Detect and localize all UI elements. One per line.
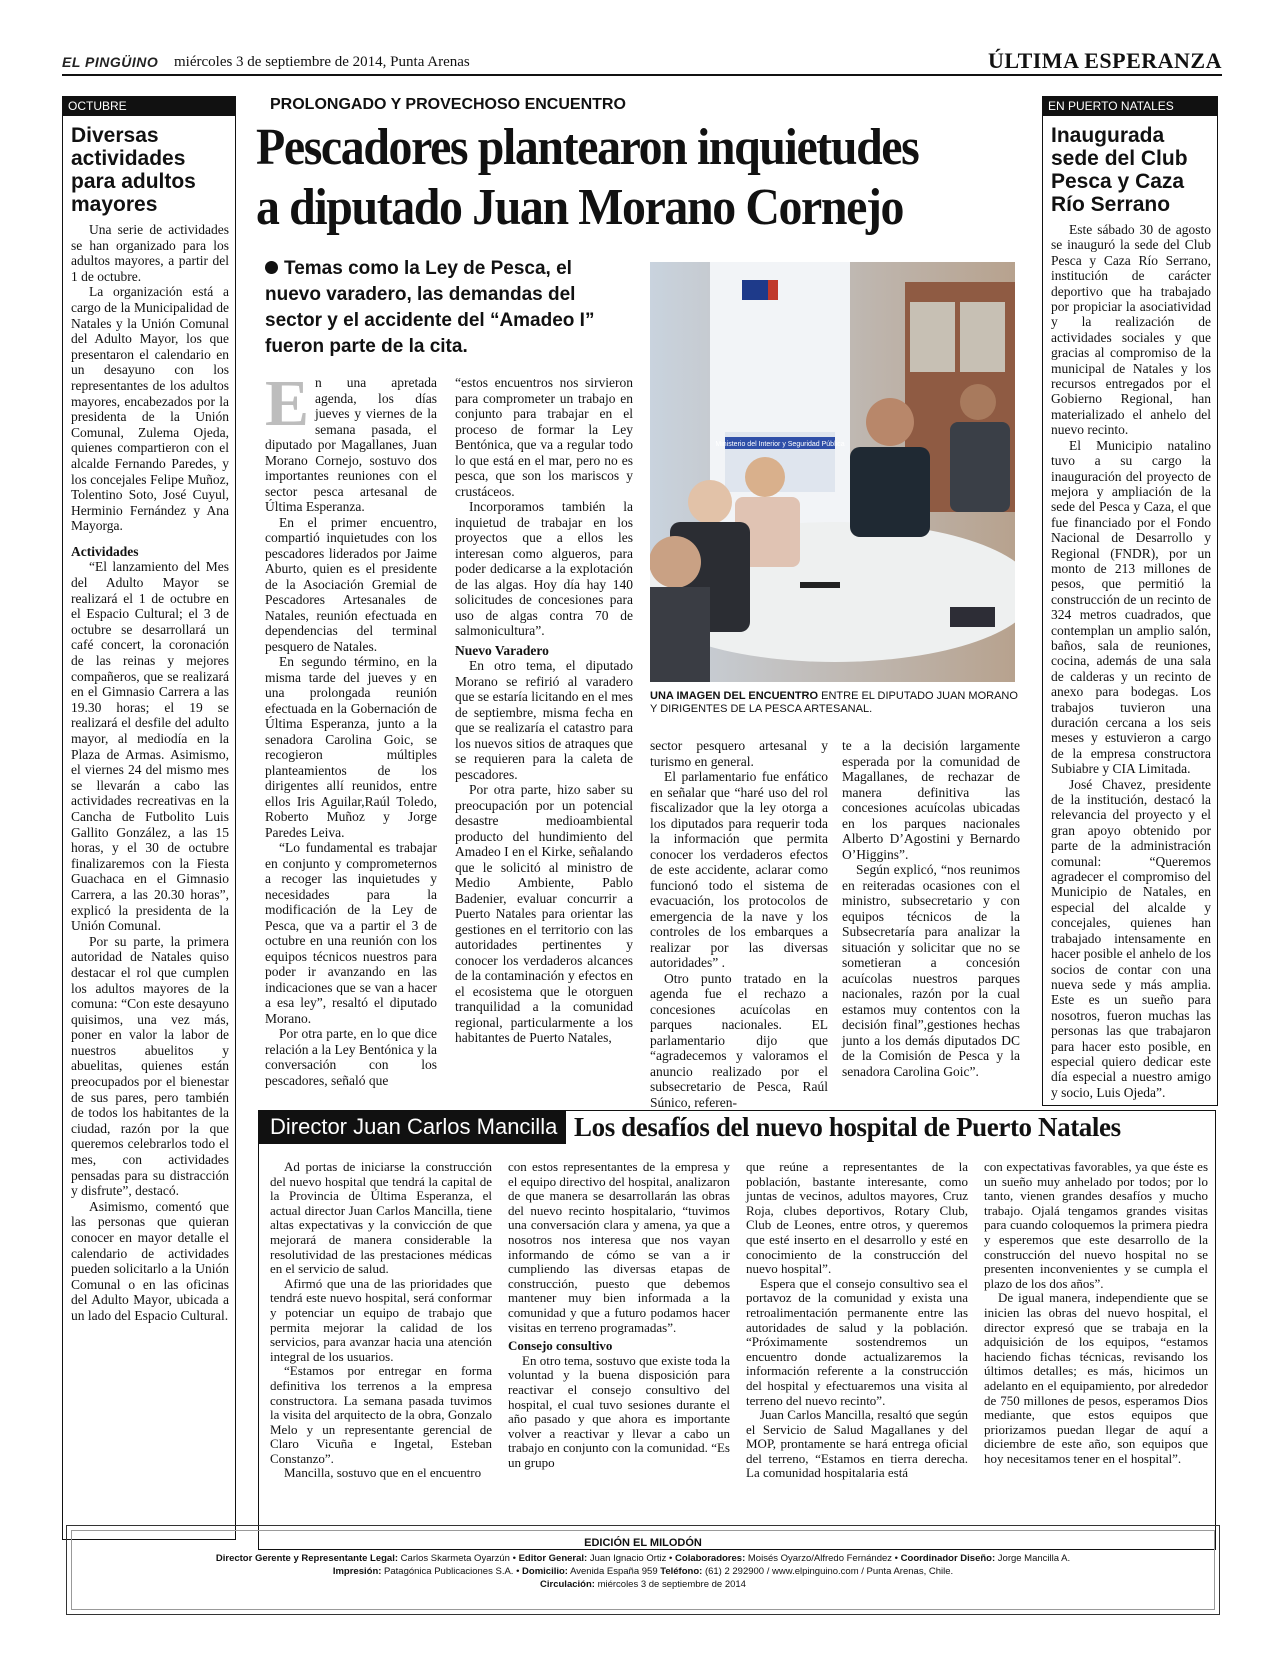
paragraph: Por otra parte, en lo que dice relación a la Ley Bentónica y la conversación con los pescadores, señaló que <box>265 1026 437 1088</box>
hospital-article-tag: Director Juan Carlos Mancilla <box>258 1110 566 1144</box>
main-article-lead <box>265 256 625 360</box>
paragraph: “estos encuentros nos sirvieron para comprometer un trabajo en conjunto para trabajar en el proceso de formar la Ley Bentónica, que va a regular todo lo que está en el mar, pero no es pesca, que son los mariscos y crustáceos. <box>455 375 633 499</box>
paragraph: Incorporamos también la inquietud de trabajar en los proyectos que a ellos les interesan como algueros, para poder dedicarse a la explotación de las algas. Hoy día hay 140 solicitudes de concesiones para uso de algas contra 70 de salmonicultura”. <box>455 499 633 638</box>
paragraph: “Estamos por entregar en forma definitiva los terrenos a la empresa constructora. La semana pasada tuvimos la visita del arquitecto de la obra, Gonzalo Melo y un representante gerencial de Claro Vicuña e Ingetal, Esteban Constanzo”. <box>270 1363 492 1466</box>
right-article-headline: Inaugurada sede del Club Pesca y Caza Río Serrano <box>1051 124 1188 216</box>
masthead-value: Avenida España 959 <box>570 1566 658 1577</box>
masthead-title: EDICIÓN EL MILODÓN <box>584 1537 702 1549</box>
masthead-label: Domicilio: <box>522 1566 568 1577</box>
paragraph: En otro tema, sostuvo que existe toda la voluntad y la buena disposición para reactivar el consejo consultivo del hospital, el cual tuvo sesiones durante el año pasado y que ahora es importante volver a reactivar y llevar a cabo un trabajo en conjunto con la comunidad. “Es un grupo <box>508 1352 730 1470</box>
left-article-tag: OCTUBRE <box>62 96 236 116</box>
hospital-column-3 <box>746 1160 968 1481</box>
paragraph: Ad portas de iniciarse la construcción del nuevo hospital que tendrá la capital de la Provincia de Última Esperanza, el actual director Juan Carlos Mancilla, tiene altas expectativas y la convicción de que mejorará de manera considerable la resolutividad de las prestaciones médicas en el servicio de salud. <box>270 1159 492 1277</box>
masthead-inner <box>71 1530 1215 1610</box>
masthead-value: Patagónica Publicaciones S.A. <box>384 1566 514 1577</box>
hospital-column-4 <box>984 1160 1208 1466</box>
paragraph: con estos representantes de la empresa y el equipo directivo del hospital, analizaron de que manera se desarrollarán las obras del nuevo recinto hospitalario, “tuvimos una conversación clara y amena, ya que a nosotros nos interesa que nos vayan informando de cómo se van a ir cumpliendo las diversas etapas de construcción, puesto que debemos mantener muy bien informada a la comunidad y que a futuro podamos hacer visitas en terreno programadas”. <box>508 1159 730 1335</box>
paragraph: Asimismo, comentó que las personas que quieran conocer en mayor detalle el calendario de actividades pueden solicitarlo a la Unión Comunal o en las oficinas del Adulto Mayor, ubicada a un lado del Espacio Cultural. <box>71 1198 229 1323</box>
paragraph: Afirmó que una de las prioridades que tendrá este nuevo hospital, será conformar y potenciar un equipo de trabajo que permita mejorar la calidad de los servicios, para avanzar hacia una atención integral de los usuarios. <box>270 1275 492 1364</box>
masthead-label: Teléfono: <box>660 1566 703 1577</box>
meeting-photo-illustration <box>650 262 1015 682</box>
paragraph: “El lanzamiento del Mes del Adulto Mayor se realizará el 1 de octubre en el Espacio Cultural; el 3 de octubre se desarrollará un café concert, la coronación de las reinas y mejores compañeros, que se realizará en el Gimnasio Carrera a las 19.30 horas; el 19 se realizará el desfile del adulto mayor, al mediodía en la Plaza de Armas. Asimismo, el viernes 24 del mismo mes se llevarán a cabo las actividades recreativas en la Cancha de Futbolito Luis Gallito González, a las 15 horas, y el 30 de octubre finalizaremos con la Fiesta Guachaca en el Gimnasio Carrera, a las 20.30 horas”, explicó la presidenta de la Unión Comunal. <box>71 559 229 934</box>
photo-caption-lead: UNA IMAGEN DEL ENCUENTRO <box>650 690 819 702</box>
masthead-footer <box>66 1525 1220 1615</box>
masthead-value: (61) 2 292900 / www.elpinguino.com / Punta Arenas, Chile. <box>704 1566 954 1577</box>
paragraph: Espera que el consejo consultivo sea el portavoz de la comunidad y exista una retroalimentación permanente entre las autoridades de salud y la población. “Próximamente sostendremos un encuentro donde actualizaremos la información referente a la construcción del hospital y efectuaremos una visita al terreno del nuevo recinto”. <box>746 1275 968 1408</box>
masthead-label: Coordinador Diseño: <box>900 1553 996 1564</box>
masthead-value: Moisés Oyarzo/Alfredo Fernández <box>747 1553 893 1564</box>
masthead-value: Juan Ignacio Ortiz <box>589 1553 667 1564</box>
masthead-label: Impresión: <box>332 1566 382 1577</box>
paragraph: Otro punto tratado en la agenda fue el rechazo a concesiones acuícolas en parques nacionales. EL parlamentario dijo que “agradecemos y valoramos el anuncio realizado por el subsecretario de Pesca, Raúl Súnico, referen- <box>650 970 828 1110</box>
paragraph: “Lo fundamental es trabajar en conjunto y comprometernos a recoger las inquietudes y necesidades para la modificación de la Ley de Pesca, que va a partir el 3 de octubre en una reunión con los equipos técnicos nuestros para poder ir avanzando en las indicaciones que se van a hacer a esa ley”, resaltó el diputado Morano. <box>265 840 437 1026</box>
left-article-body <box>63 222 235 1330</box>
paragraph: José Chavez, presidente de la institución, destacó la relevancia del proyecto y el gran apoyo obtenido por parte de la administración comunal: “Queremos agradecer el compromiso del Municipio de Natales, en especial del alcalde y concejales, quienes han trabajado intensamente en hacer posible el anhelo de los socios de contar con una nueva sede y más amplia. Este es un sueño para nosotros, fueron muchas las personas las que trabajaron para hacer esto posible, en especial quiero dedicar este día especial a nuestro amigo y socio, Luis Ojeda”. <box>1051 776 1211 1100</box>
headline-line: Pescadores plantearon inquietudes <box>256 119 919 176</box>
paragraph: te a la decisión largamente esperada por la comunidad de Magallanes, de rechazar de manera definitiva las concesiones acuícolas ubicadas en los parques nacionales Alberto D’Agostini y Bernardo O’Higgins”. <box>842 738 1020 862</box>
meeting-photo <box>650 262 1015 682</box>
section-title: ÚLTIMA ESPERANZA <box>988 48 1222 73</box>
right-article-body <box>1043 222 1217 1106</box>
brand-logo: EL PINGÜINO <box>62 54 159 70</box>
right-article-tag: EN PUERTO NATALES <box>1042 96 1218 116</box>
masthead-line <box>72 1578 1214 1591</box>
masthead-label: Editor General: <box>518 1553 588 1564</box>
paragraph: Por su parte, la primera autoridad de Natales quiso destacar el rol que cumplen los adultos mayores de la comuna: “Con este desayuno quisimos, una vez más, poner en valor la labor de nuestros abuelitos y abuelitas, quienes están preocupados por el bienestar de sus pares, pero también de todos los habitantes de la ciudad, razón por la que queremos celebrarlos todo el mes, con actividades pensadas para su distracción y disfrute”, destacó. <box>71 933 229 1199</box>
main-article-kicker: PROLONGADO Y PROVECHOSO ENCUENTRO <box>270 96 626 113</box>
masthead-value: miércoles 3 de septiembre de 2014 <box>597 1579 746 1590</box>
paragraph: En segundo término, en la misma tarde del jueves y en una prolongada reunión efectuada en la Gobernación de Última Esperanza, junto a la senadora Carolina Goic, se recogieron múltiples planteamientos de los dirigentes allí reunidos, entre ellos Iris Aguilar,Raúl Toledo, Roberto Muñoz y Jorge Paredes Leiva. <box>265 654 437 840</box>
main-column-1 <box>265 367 437 1088</box>
left-article-box <box>62 116 236 1540</box>
subhead: Nuevo Varadero <box>455 642 549 658</box>
masthead-value: Jorge Mancilla A. <box>997 1553 1071 1564</box>
paragraph: Por otra parte, hizo saber su preocupación por un potencial desastre medioambiental producto del hundimiento del Amadeo I en el Kirke, señalando que le solicitó al ministro de Medio Ambiente, Pablo Badenier, evaluar concurrir a Puerto Natales para orientar las gestiones en el territorio con las autoridades pertinentes y conocer los verdaderos alcances de la contaminación y efectos en el ecosistema que le otorguen tranquilidad a la comunidad regional, particularmente a los habitantes de Puerto Natales, <box>455 782 633 1045</box>
masthead-label: Circulación: <box>540 1579 595 1590</box>
paragraph: En otro tema, el diputado Morano se refirió al varadero que se estaría licitando en el mes de septiembre, misma fecha en que se realizaría el catastro para los nuevos sitios de atraques que se requieren para la caleta de pescadores. <box>455 658 633 782</box>
main-column-4 <box>842 738 1020 1079</box>
hospital-column-2 <box>508 1160 730 1470</box>
left-article <box>62 96 236 1540</box>
masthead-value: Carlos Skarmeta Oyarzún <box>400 1553 510 1564</box>
left-article-headline: Diversas actividades para adultos mayores <box>71 124 196 216</box>
paragraph: Una serie de actividades se han organizado para los adultos mayores, a partir del 1 de octubre. <box>71 222 229 284</box>
page-header <box>62 48 1222 76</box>
subhead: Consejo consultivo <box>508 1338 613 1354</box>
paragraph: Juan Carlos Mancilla, resaltó que según el Servicio de Salud Magallanes y del MOP, prontamente se hará entrega oficial del terreno, “Estamos en tierra derecha. La comunidad hospitalaria está <box>746 1407 968 1481</box>
main-column-2 <box>455 375 633 1046</box>
paragraph: El parlamentario fue enfático en señalar que “haré uso del rol fiscalizador que la ley otorga a los diputados para requerir toda la información que permita conocer los verdaderos efectos de este accidente, aclarar como funcionó todo el sistema de evacuación, los protocolos de emergencia de la nave y los controles de los embarques a realizar por las diversas autoridades” . <box>650 769 828 970</box>
paragraph: De igual manera, independiente que se inicien las obras del nuevo hospital, el director expresó que se trabaja en la adquisición de los equipos, “estamos haciendo fichas técnicas, revisando los últimos detalles; es más, hicimos un adelanto en el equipamiento, por alrededor de 750 millones de pesos, esperamos Dios mediante, que estos equipos que priorizamos puedan llegar de aquí a diciembre de este año, son equipos que hoy necesitamos tener en el hospital”. <box>984 1290 1208 1466</box>
dateline: miércoles 3 de septiembre de 2014, Punta Arenas <box>174 54 470 70</box>
masthead-label: Director Gerente y Representante Legal: <box>215 1553 399 1564</box>
paragraph: con expectativas favorables, ya que éste es un sueño muy anhelado por todos; por lo tanto, vienen grandes desafíos y mucho trabajo. Ojalá tengamos grandes visitas para cuando coloquemos la primera piedra y esperemos que este desarrollo de la construcción del nuevo hospital no se presenten inconvenientes y se cumpla el plazo de los dos años”. <box>984 1159 1208 1291</box>
hospital-article-headline: Los desafíos del nuevo hospital de Puerto Natales <box>574 1112 1121 1142</box>
paragraph: En el primer encuentro, compartió inquietudes con los pescadores liderados por Jaime Aburto, quien es el presidente de la Asociación Gremial de Pescadores Artesanales de Natales, reunión efectuada en dependencias del terminal pesquero de Natales. <box>265 514 437 654</box>
paragraph <box>265 367 437 515</box>
paragraph: Este sábado 30 de agosto se inauguró la sede del Club Pesca y Caza Río Serrano, institución de carácter deportivo que ha trabajado por propiciar la asociatividad y la realización de actividades sociales y que gracias al compromiso de la municipal de Natales y los recursos entregados por el Gobierno Regional, han materializado el anhelo del nuevo recinto. <box>1051 222 1211 438</box>
paragraph: El Municipio natalino tuvo a su cargo la inauguración del proyecto de mejora y ampliación de la sede del Pesca y Caza, el que fue financiado por el Fondo Nacional de Desarrollo y Regional (FNDR), por un monto de 213 millones de pesos, que permitió la construcción de un recinto de 324 metros cuadrados, que contemplan un amplio salón, baños, sala de reuniones, cocina, además de una sala de calderas y un recinto de anexo para bodegas. Los trabajos tuvieron una duración cercana a los seis meses y estuvieron a cargo de la empresa constructora Subiabre y CIA Limitada. <box>1051 437 1211 777</box>
lead-text: Temas como la Ley de Pesca, el nuevo varadero, las demandas del sector y el accidente del “Amadeo I” fueron parte de la cita. <box>265 258 595 357</box>
paragraph: Mancilla, sostuvo que en el encuentro <box>284 1465 482 1481</box>
masthead-line: Director Gerente y Representante Legal: Carlos Skarmeta Oyarzún • Editor General: Juan Ignacio Ortiz • Colaboradores: Moisés Oyarzo/Alfredo Fernández • Coordinador Diseño: Jorge Mancilla A. <box>215 1553 1071 1564</box>
photo-caption <box>650 690 1020 716</box>
bullet-dot-icon <box>265 261 278 274</box>
drop-cap: E <box>265 367 310 440</box>
main-column-3 <box>650 738 828 1110</box>
paragraph: sector pesquero artesanal y turismo en general. <box>650 738 828 769</box>
hospital-column-1 <box>270 1160 492 1481</box>
main-article-headline <box>256 118 955 238</box>
paragraph: que reúne a representantes de la población, bastante interesante, como juntas de vecinos, adultos mayores, Cruz Roja, clubes deportivos, Rotary Club, Club de Leones, entre otros, y queremos que esté inserto en el desarrollo y esté en conocimiento de la construcción del nuevo hospital”. <box>746 1159 968 1277</box>
right-article-box <box>1042 116 1218 1106</box>
right-article <box>1042 96 1218 1106</box>
left-article-subhead: Actividades <box>71 543 139 559</box>
masthead-line: Impresión: Patagónica Publicaciones S.A. • Domicilio: Avenida España 959 Teléfono: (61) 2 292900 / www.elpinguino.com / Punta Arenas, Chile. <box>332 1566 954 1577</box>
paragraph-text: n una apretada agenda, los días jueves y viernes de la semana pasada, el diputado por Magallanes, Juan Morano Cornejo, sostuvo dos importantes reuniones con el sector pesca artesanal de Última Esperanza. <box>265 375 437 514</box>
banner-text: Ministerio del Interior y Seguridad Pública <box>715 441 845 448</box>
paragraph: La organización está a cargo de la Municipalidad de Natales y la Unión Comunal del Adulto Mayor, los que presentaron el calendario en un desayuno con los representantes de los adultos mayores, encabezados por la presidenta de la Unión Comunal, Zulema Ojeda, quienes compartieron con el alcalde Fernando Paredes, y los concejales Felipe Muñoz, Tolentino Soto, José Cuyul, Herminio Fernández y Ana Mayorga. <box>71 284 229 534</box>
photo-caption-text: ENTRE EL DIPUTADO JUAN MORANO Y DIRIGENTES DE LA PESCA ARTESANAL. <box>650 690 1018 715</box>
paragraph: Según explicó, “nos reunimos en reiteradas ocasiones con el ministro, subsecretario y con equipos técnicos de la Subsecretaría para analizar la situación y solicitar que no se sometieran a concesión acuícolas nuestros parques nacionales, razón por la cual estamos muy contentos con la decisión final”,gestiones hechas junto a los demás diputados DC de la Comisión de Pesca y la senadora Carolina Goic”. <box>842 862 1020 1079</box>
headline-line: a diputado Juan Morano Cornejo <box>256 179 904 236</box>
masthead-label: Colaboradores: <box>675 1553 746 1564</box>
